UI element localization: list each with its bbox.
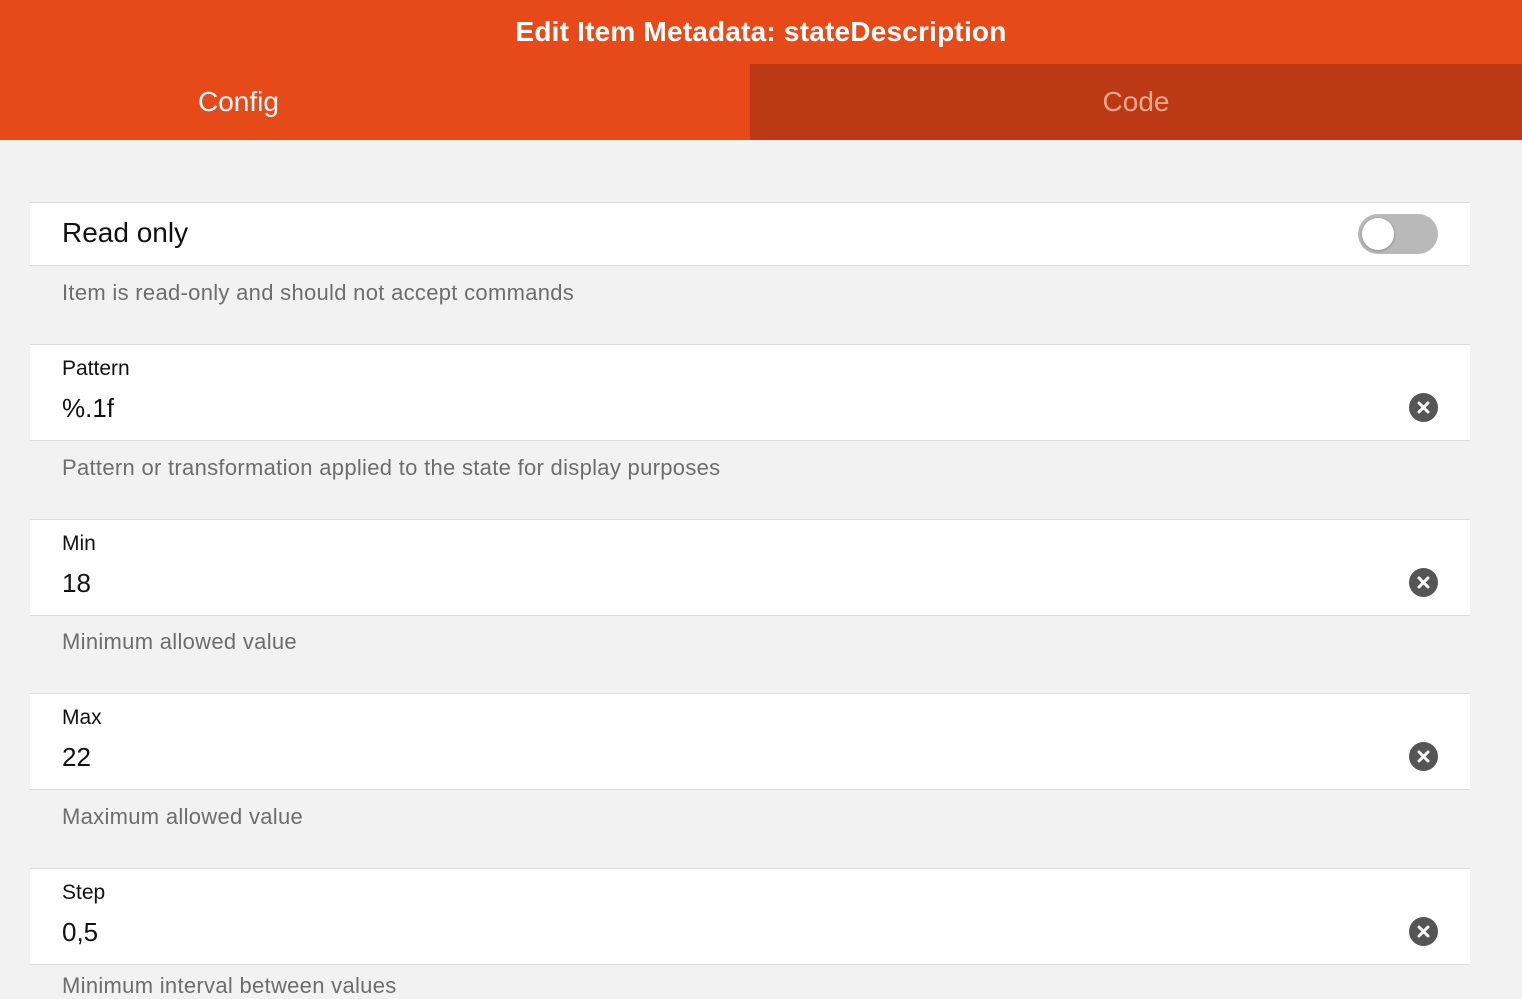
step-info: Minimum interval between values (62, 973, 397, 998)
tab-code[interactable]: Code (750, 64, 1522, 140)
min-row (30, 519, 1470, 616)
tab-config[interactable]: Config (0, 64, 750, 140)
page-title: Edit Item Metadata: stateDescription (515, 16, 1007, 47)
min-input[interactable] (62, 566, 1382, 600)
pattern-row (30, 344, 1470, 441)
readonly-row (30, 202, 1470, 266)
pattern-input[interactable] (62, 391, 1382, 425)
clear-circle-icon (1409, 393, 1438, 422)
step-input[interactable] (62, 915, 1382, 949)
tab-bar (0, 64, 1522, 140)
max-label: Max (62, 706, 102, 729)
step-row (30, 868, 1470, 965)
clear-max-button[interactable] (1409, 742, 1438, 771)
clear-pattern-button[interactable] (1409, 393, 1438, 422)
step-label: Step (62, 881, 106, 904)
clear-min-button[interactable] (1409, 568, 1438, 597)
readonly-label: Read only (62, 217, 189, 248)
clear-step-button[interactable] (1409, 917, 1438, 946)
min-info: Minimum allowed value (62, 629, 297, 654)
pattern-label: Pattern (62, 357, 130, 380)
max-input[interactable] (62, 740, 1382, 774)
clear-circle-icon (1409, 742, 1438, 771)
pattern-info: Pattern or transformation applied to the state for display purposes (62, 455, 721, 480)
max-info: Maximum allowed value (62, 804, 304, 829)
clear-circle-icon (1409, 568, 1438, 597)
toggle-knob (1362, 218, 1394, 250)
readonly-info: Item is read-only and should not accept commands (62, 280, 575, 305)
clear-circle-icon (1409, 917, 1438, 946)
min-label: Min (62, 532, 96, 555)
readonly-toggle[interactable] (1358, 214, 1438, 254)
navbar (0, 0, 1522, 64)
max-row (30, 693, 1470, 790)
